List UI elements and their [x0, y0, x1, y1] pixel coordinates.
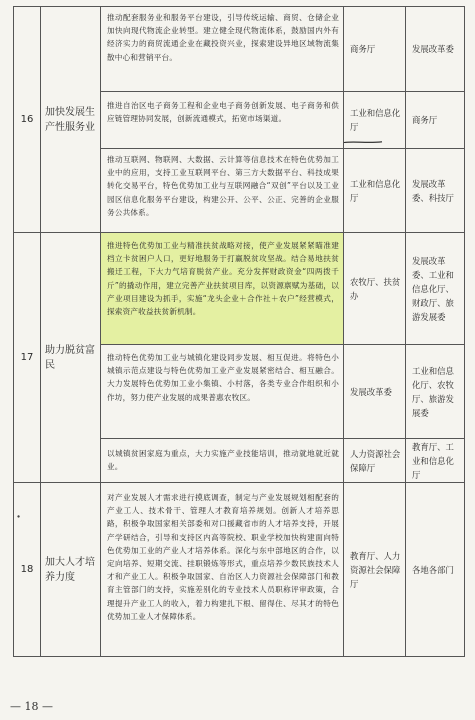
page-number: — 18 —: [10, 700, 53, 713]
task-area: 加快发展生产性服务业: [45, 106, 95, 133]
support-department: 工业和信息化厅、农牧厅、旅游发展委: [412, 365, 454, 418]
lead-department: 工业和信息化厅: [350, 179, 401, 203]
lead-department: 农牧厅、扶贫办: [350, 276, 401, 301]
sub-row: [101, 439, 464, 483]
support-department: 发展改革委、工业和信息化厅、财政厅、旅游发展委: [412, 255, 454, 322]
row-number: 17: [20, 352, 34, 363]
measure-text: 推进自治区电子商务工程和企业电子商务创新发展、电子商务和供应链管理协同发展，创新流通模式，拓宽市场渠道。: [107, 101, 339, 124]
stray-pen-mark: ∙: [16, 512, 22, 521]
sub-row: [101, 7, 464, 92]
table-row: [14, 233, 464, 483]
measure-text: 以城镇贫困家庭为重点，大力实施产业技能培训，推动就地就近就业。: [107, 449, 339, 472]
lead-department: 人力资源社会保障厅: [350, 449, 401, 473]
measure-text: 推进特色优势加工业与精准扶贫战略对接，使产业发展紧紧瞄准建档立卡贫困户人口，更好地服务于打赢脱贫攻坚战。结合易地扶贫搬迁工程，下大力气培育脱贫产业。充分发挥财政资金“四两拨千斤”的撬动作用，建立完善产业扶贫项目库，以资源禀赋为基础，以产业项目建设为抓手，实施“龙头企业＋合作社＋农户”经营模式，探索资产收益扶贫新机制。: [107, 241, 339, 317]
row-number: 16: [20, 114, 34, 125]
task-area: 加大人才培养力度: [45, 556, 95, 583]
measure-text: 推动特色优势加工业与城镇化建设同步发展、相互促进。将特色小城镇示范点建设与特色优势加工业产业发展紧密结合、相互融合。大力发展特色优势加工业小集镇、小村落，各类专业合作组织和小作坊，努力使产业发展的成果普惠农牧区。: [107, 353, 339, 402]
sub-row: [101, 233, 464, 345]
support-department: 发展改革委: [412, 44, 454, 54]
sub-row: [101, 149, 464, 233]
measures-table: [13, 6, 465, 657]
measure-text: 对产业发展人才需求进行摸底调查，制定与产业发展规划相配套的产业工人、技术骨干、管理人才教育培养规划。创新人才培养思路，积极争取国家相关部委和对口援藏省市的人才培养支持，开展产学研结合，引导和支持区内高等院校、职业学校加快构建面向特色优势加工业的产业人才培养体系。深化与东中部地区的合作，以定向培养、短期交流、挂职锻炼等形式，重点培养少数民族技术人才和产业工人。积极争取国家、自治区人力资源社会保障部门和教育主管部门的支持，实施差别化的专业技术人员职称评审政策，合理提升产业工人的收入，着力构建扎下根、留得住、尽其才的特色优势加工业人才保障体系。: [107, 493, 339, 621]
table-row: [14, 483, 464, 656]
lead-department: 发展改革委: [350, 386, 392, 397]
support-department: 教育厅、工业和信息化厅: [412, 442, 454, 480]
measure-text: 推动配套服务业和服务平台建设，引导传统运输、商贸、仓储企业加快向现代物流企业转型。建立健全现代物流体系，鼓励国内外有经济实力的商贸流通企业在藏投资兴业，探索建设异地区域物流集散中心和营销平台。: [107, 13, 339, 62]
sub-row: [101, 483, 464, 656]
support-department: 发展改革委、科技厅: [412, 179, 454, 203]
table-row: [14, 7, 464, 233]
support-department: 商务厅: [412, 115, 438, 125]
lead-department: 教育厅、人力资源社会保障厅: [350, 550, 401, 589]
handwritten-underline-mark: [343, 140, 383, 144]
lead-department: 商务厅: [350, 44, 376, 54]
lead-department: 工业和信息化厅: [350, 108, 401, 132]
measure-text: 推动互联网、物联网、大数据、云计算等信息技术在特色优势加工业中的应用，支持工业互联网平台、第三方大数据平台、科技成果转化交易平台，特色优势加工业与互联网融合“双创”平台以及工业园区信息化服务平台建设，构建公开、公平、公正、完善的企业服务公共体系。: [107, 155, 339, 217]
sub-row: [101, 345, 464, 439]
sub-row: [101, 92, 464, 149]
row-number: 18: [20, 564, 34, 575]
task-area: 助力脱贫富民: [45, 344, 95, 371]
support-department: 各地各部门: [412, 564, 454, 575]
